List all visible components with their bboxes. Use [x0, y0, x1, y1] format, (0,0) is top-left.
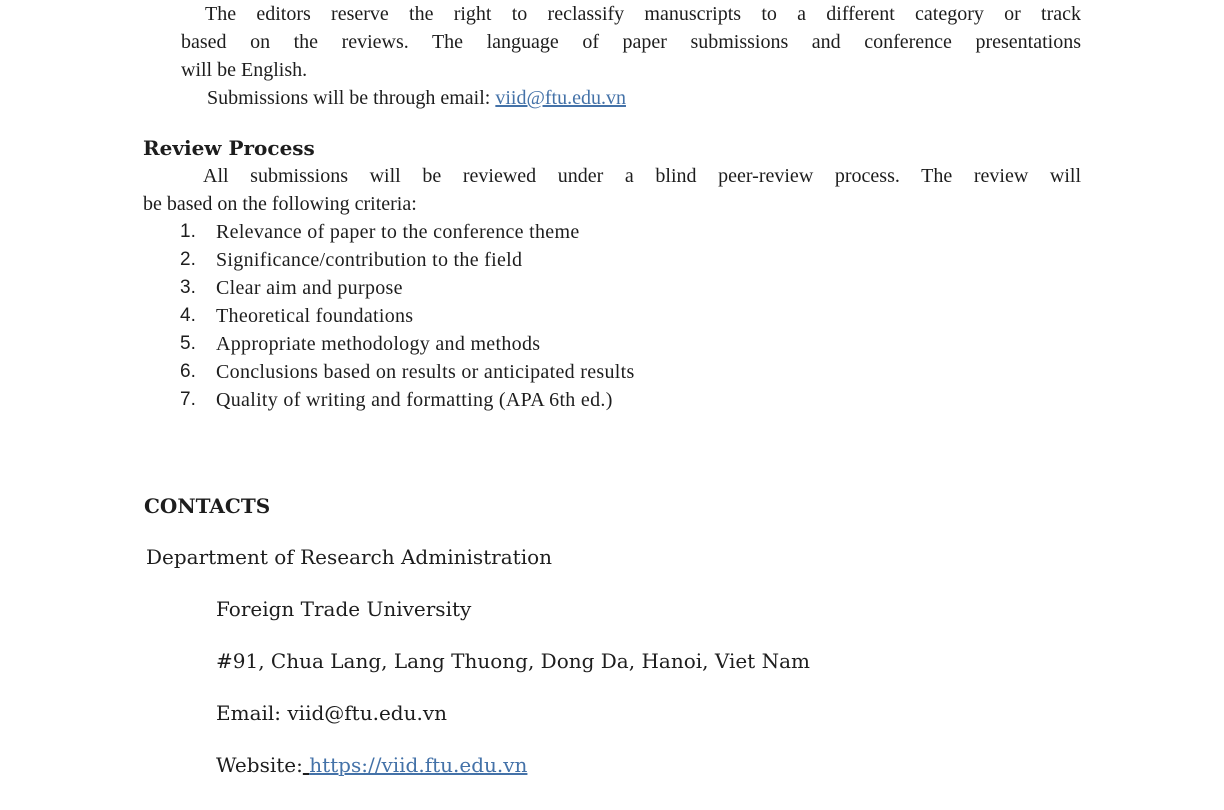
submissions-text: Submissions will be through email: — [207, 87, 496, 109]
list-item-number: 4. — [180, 305, 196, 326]
intro-line: will be English. — [181, 59, 308, 81]
list-item — [180, 358, 1081, 386]
review-intro-line: be based on the following criteria: — [143, 193, 417, 215]
list-item-text: Significance/contribution to the field — [216, 249, 523, 271]
list-item-text: Relevance of paper to the conference theme — [216, 221, 580, 243]
intro-line: based on the reviews. The language of paper submissions and conference presentations — [181, 31, 1081, 53]
list-item — [180, 302, 1081, 330]
list-item-number: 5. — [180, 333, 196, 354]
contacts-heading: CONTACTS — [144, 494, 271, 518]
intro-line: The editors reserve the right to reclassify manuscripts to a different category or track — [205, 3, 1081, 25]
university-line: Foreign Trade University — [216, 597, 472, 621]
list-item-text: Clear aim and purpose — [216, 277, 403, 299]
review-intro-paragraph — [143, 162, 1081, 218]
list-item-text: Quality of writing and formatting (APA 6th ed.) — [216, 389, 613, 411]
website-label: Website: — [216, 753, 303, 777]
list-item-text: Theoretical foundations — [216, 305, 414, 327]
list-item — [180, 218, 1081, 246]
review-intro-line: All submissions will be reviewed under a blind peer-review process. The review will — [203, 165, 1081, 187]
list-item — [180, 274, 1081, 302]
list-item-text: Appropriate methodology and methods — [216, 333, 541, 355]
address-line: #91, Chua Lang, Lang Thuong, Dong Da, Hanoi, Viet Nam — [216, 649, 810, 673]
intro-paragraph — [181, 0, 1081, 84]
contact-email-line: Email: viid@ftu.edu.vn — [216, 701, 448, 725]
website-link[interactable]: https://viid.ftu.edu.vn — [309, 753, 528, 777]
list-item-number: 6. — [180, 361, 196, 382]
list-item-number: 2. — [180, 249, 196, 270]
submission-email-link[interactable]: viid@ftu.edu.vn — [495, 87, 626, 109]
list-item-text: Conclusions based on results or anticipated results — [216, 361, 635, 383]
list-item — [180, 246, 1081, 274]
review-process-heading: Review Process — [143, 136, 315, 160]
list-item-number: 1. — [180, 221, 196, 242]
department-line: Department of Research Administration — [146, 545, 553, 569]
list-item-number: 3. — [180, 277, 196, 298]
submissions-line — [181, 84, 1081, 112]
list-item-number: 7. — [180, 389, 196, 410]
criteria-list — [143, 218, 1081, 414]
list-item — [180, 330, 1081, 358]
website-line — [216, 751, 1081, 779]
list-item — [180, 386, 1081, 414]
